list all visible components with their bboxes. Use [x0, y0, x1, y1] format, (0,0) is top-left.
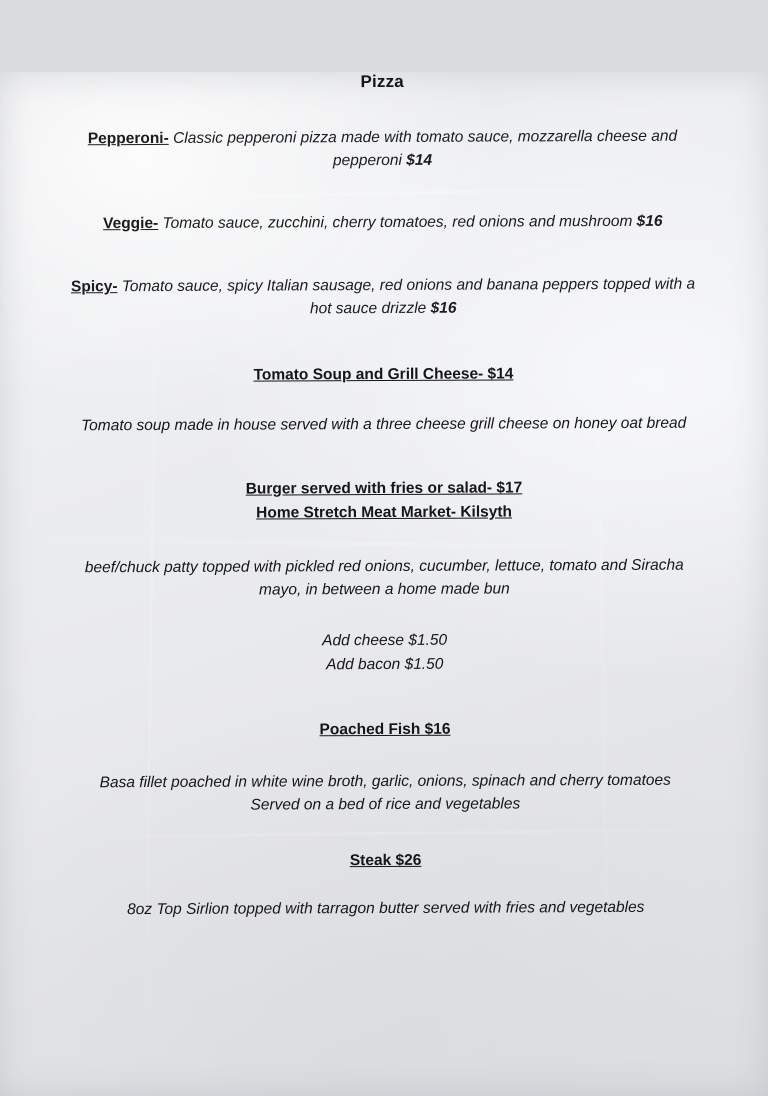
- menu-description-steak: 8oz Top Sirlion topped with tarragon butter served with fries and vegetables: [127, 898, 645, 918]
- menu-description-burger: beef/chuck patty topped with pickled red onions, cucumber, lettuce, tomato and Siracha mayo, in between a home made bun: [84, 556, 684, 599]
- menu-item-spicy: [61, 272, 705, 321]
- menu-content: [0, 70, 768, 921]
- menu-heading-steak: Steak $26: [349, 852, 422, 870]
- menu-item-spicy-description: Tomato sauce, spicy Italian sausage, red onions and banana peppers topped with a hot sauce drizzle: [117, 275, 696, 318]
- menu-addon-bacon: Add bacon $1.50: [326, 656, 444, 674]
- menu-description-poached-fish-line-1: Basa fillet poached in white wine broth, garlic, onions, spinach and cherry tomatoes: [99, 771, 671, 792]
- menu-item-veggie-label: Veggie-: [103, 214, 159, 232]
- menu-description-tomato-soup: Tomato soup made in house served with a three cheese grill cheese on honey oat bread: [81, 414, 687, 435]
- menu-heading-meat-market: Home Stretch Meat Market- Kilsyth: [256, 503, 513, 522]
- menu-item-spicy-price: $16: [430, 299, 457, 317]
- menu-item-pepperoni: [60, 125, 704, 174]
- menu-description-poached-fish-line-2: Served on a bed of rice and vegetables: [250, 795, 521, 814]
- menu-paper: [0, 72, 768, 1096]
- page-title: Pizza: [360, 71, 404, 92]
- menu-addon-cheese: Add cheese $1.50: [322, 632, 448, 650]
- menu-heading-burger: Burger served with fries or salad- $17: [245, 479, 523, 498]
- menu-item-veggie: [61, 209, 705, 235]
- menu-item-pepperoni-description: Classic pepperoni pizza made with tomato sauce, mozzarella cheese and pepperoni: [168, 127, 678, 170]
- menu-heading-burger-group: [44, 476, 724, 526]
- menu-heading-poached-fish: Poached Fish $16: [319, 721, 451, 739]
- menu-item-veggie-price: $16: [636, 212, 663, 230]
- menu-item-pepperoni-label: Pepperoni-: [87, 129, 169, 148]
- menu-item-pepperoni-price: $14: [406, 152, 433, 170]
- menu-heading-tomato-soup: Tomato Soup and Grill Cheese- $14: [253, 365, 514, 384]
- menu-item-spicy-label: Spicy-: [70, 277, 118, 296]
- menu-item-veggie-description: Tomato sauce, zucchini, cherry tomatoes, red onions and mushroom: [158, 212, 637, 232]
